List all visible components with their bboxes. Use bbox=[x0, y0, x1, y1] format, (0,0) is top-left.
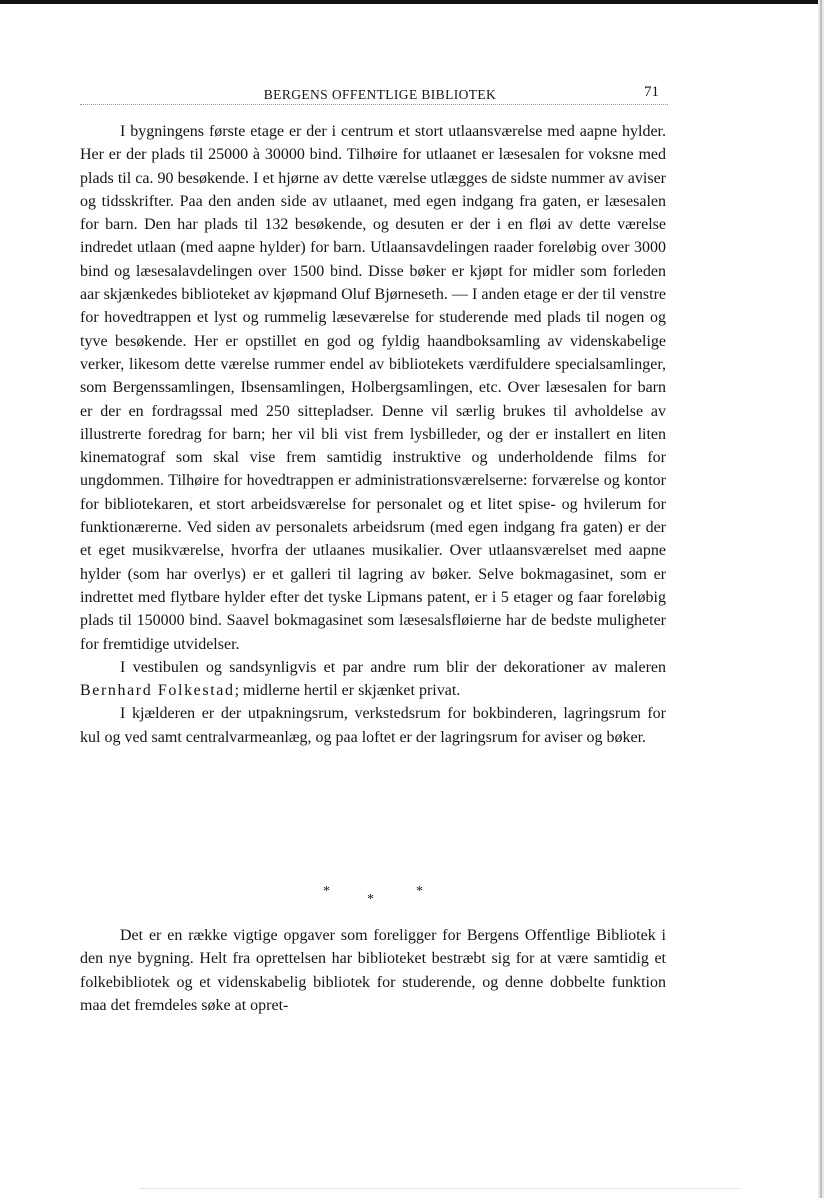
closing-text bbox=[80, 924, 666, 1017]
paragraph-vestibule-end: ; midlerne hertil er skjænket privat. bbox=[234, 682, 461, 700]
paragraph-building-layout: I bygningens første etage er der i centrum et stort utlaansværelse med aapne hylder. Her er der plads til 25000 à 30000 bind. Tilhøire for utlaanet er læsesalen for voksne med plads til ca. 90 besøkende. I et hjørne av dette værelse utlægges de sidste nummer av aviser og tidsskrifter. Paa den anden side av utlaanet, med egen indgang fra gaten, er læsesalen for barn. Den har plads til 132 besøkende, og desuten er der i en fløi av dette værelse indredet utlaan (med aapne hylder) for barn. Utlaansavdelingen raader foreløbig over 3000 bind og læsesalavdelingen over 1500 bind. Disse bøker er kjøpt for midler som forleden aar skjænkedes biblioteket av kjøpmand Oluf Bjørneseth. — I anden etage er der til venstre for hovedtrappen et lyst og rummelig læseværelse for studerende med plads til nogen og tyve besøkende. Her er opstillet en god og fyldig haandboksamling av videnskabelige verker, likesom dette værelse rummer endel av bibliotekets værdifuldere specialsamlinger, som Bergenssamlingen, Ibsensamlingen, Holbergsamlingen, etc. Over læsesalen for barn er der en fordragssal med 250 sittepladser. Denne vil særlig brukes til avholdelse av illustrerte foredrag for barn; her vil bli vist frem lysbilleder, og der er installert en liten kinematograf som skal vise frem samtidig instruktive og underholdende films for ungdommen. Tilhøire for hovedtrappen er administrationsværelserne: forværelse og kontor for bibliotekaren, et stort arbeidsværelse for personalet og et litet spise- og hvilerum for funktionærerne. Ved siden av personalets arbeidsrum (med egen indgang fra gaten) er der et eget musikværelse, hvorfra der utlaanes musikalier. Over utlaansværelset med aapne hylder (som har overlys) er et galleri til lagring av bøker. Selve bokmagasinet, som er indrettet med flytbare hylder efter det tyske Lipmans patent, er i 5 etager og faar foreløbig plads til 150000 bind. Saavel bokmagasinet som læsesalsfløierne har de bedste muligheter for fremtidige utvidelser. bbox=[80, 123, 666, 653]
asterisk: * bbox=[323, 884, 330, 899]
asterisk: * bbox=[416, 884, 423, 899]
section-break bbox=[80, 884, 666, 914]
paragraph-basement: I kjælderen er der utpakningsrum, verkstedsrum for bokbinderen, lagringsrum for kul og ved samt centralvarmeanlæg, og paa loftet er der lagringsrum for aviser og bøker. bbox=[80, 705, 666, 746]
running-head-title: BERGENS OFFENTLIGE BIBLIOTEK bbox=[263, 87, 497, 102]
paragraph-vestibule-start: I vestibulen og sandsynligvis et par andre rum blir der dekorationer av maleren bbox=[120, 658, 666, 676]
paragraph-tasks: Det er en række vigtige opgaver som foreligger for Bergens Offentlige Bibliotek i den nye bygning. Helt fra oprettelsen har biblioteket bestræbt sig for at være samtidig et folkebibliotek og et videnskabelig bibliotek for studerende, og denne dobbelte funktion maa det fremdeles søke at opret- bbox=[80, 927, 666, 1014]
scan-edge-right-line bbox=[820, 0, 822, 1198]
paragraph-vestibule bbox=[80, 656, 666, 703]
asterisk: * bbox=[367, 892, 374, 907]
scan-edge-top bbox=[0, 0, 824, 4]
painter-name: Bernhard Folkestad bbox=[80, 682, 235, 700]
bottom-rule bbox=[140, 1188, 740, 1190]
main-text bbox=[80, 120, 666, 749]
header-rule bbox=[80, 104, 668, 106]
page-number: 71 bbox=[644, 84, 659, 100]
